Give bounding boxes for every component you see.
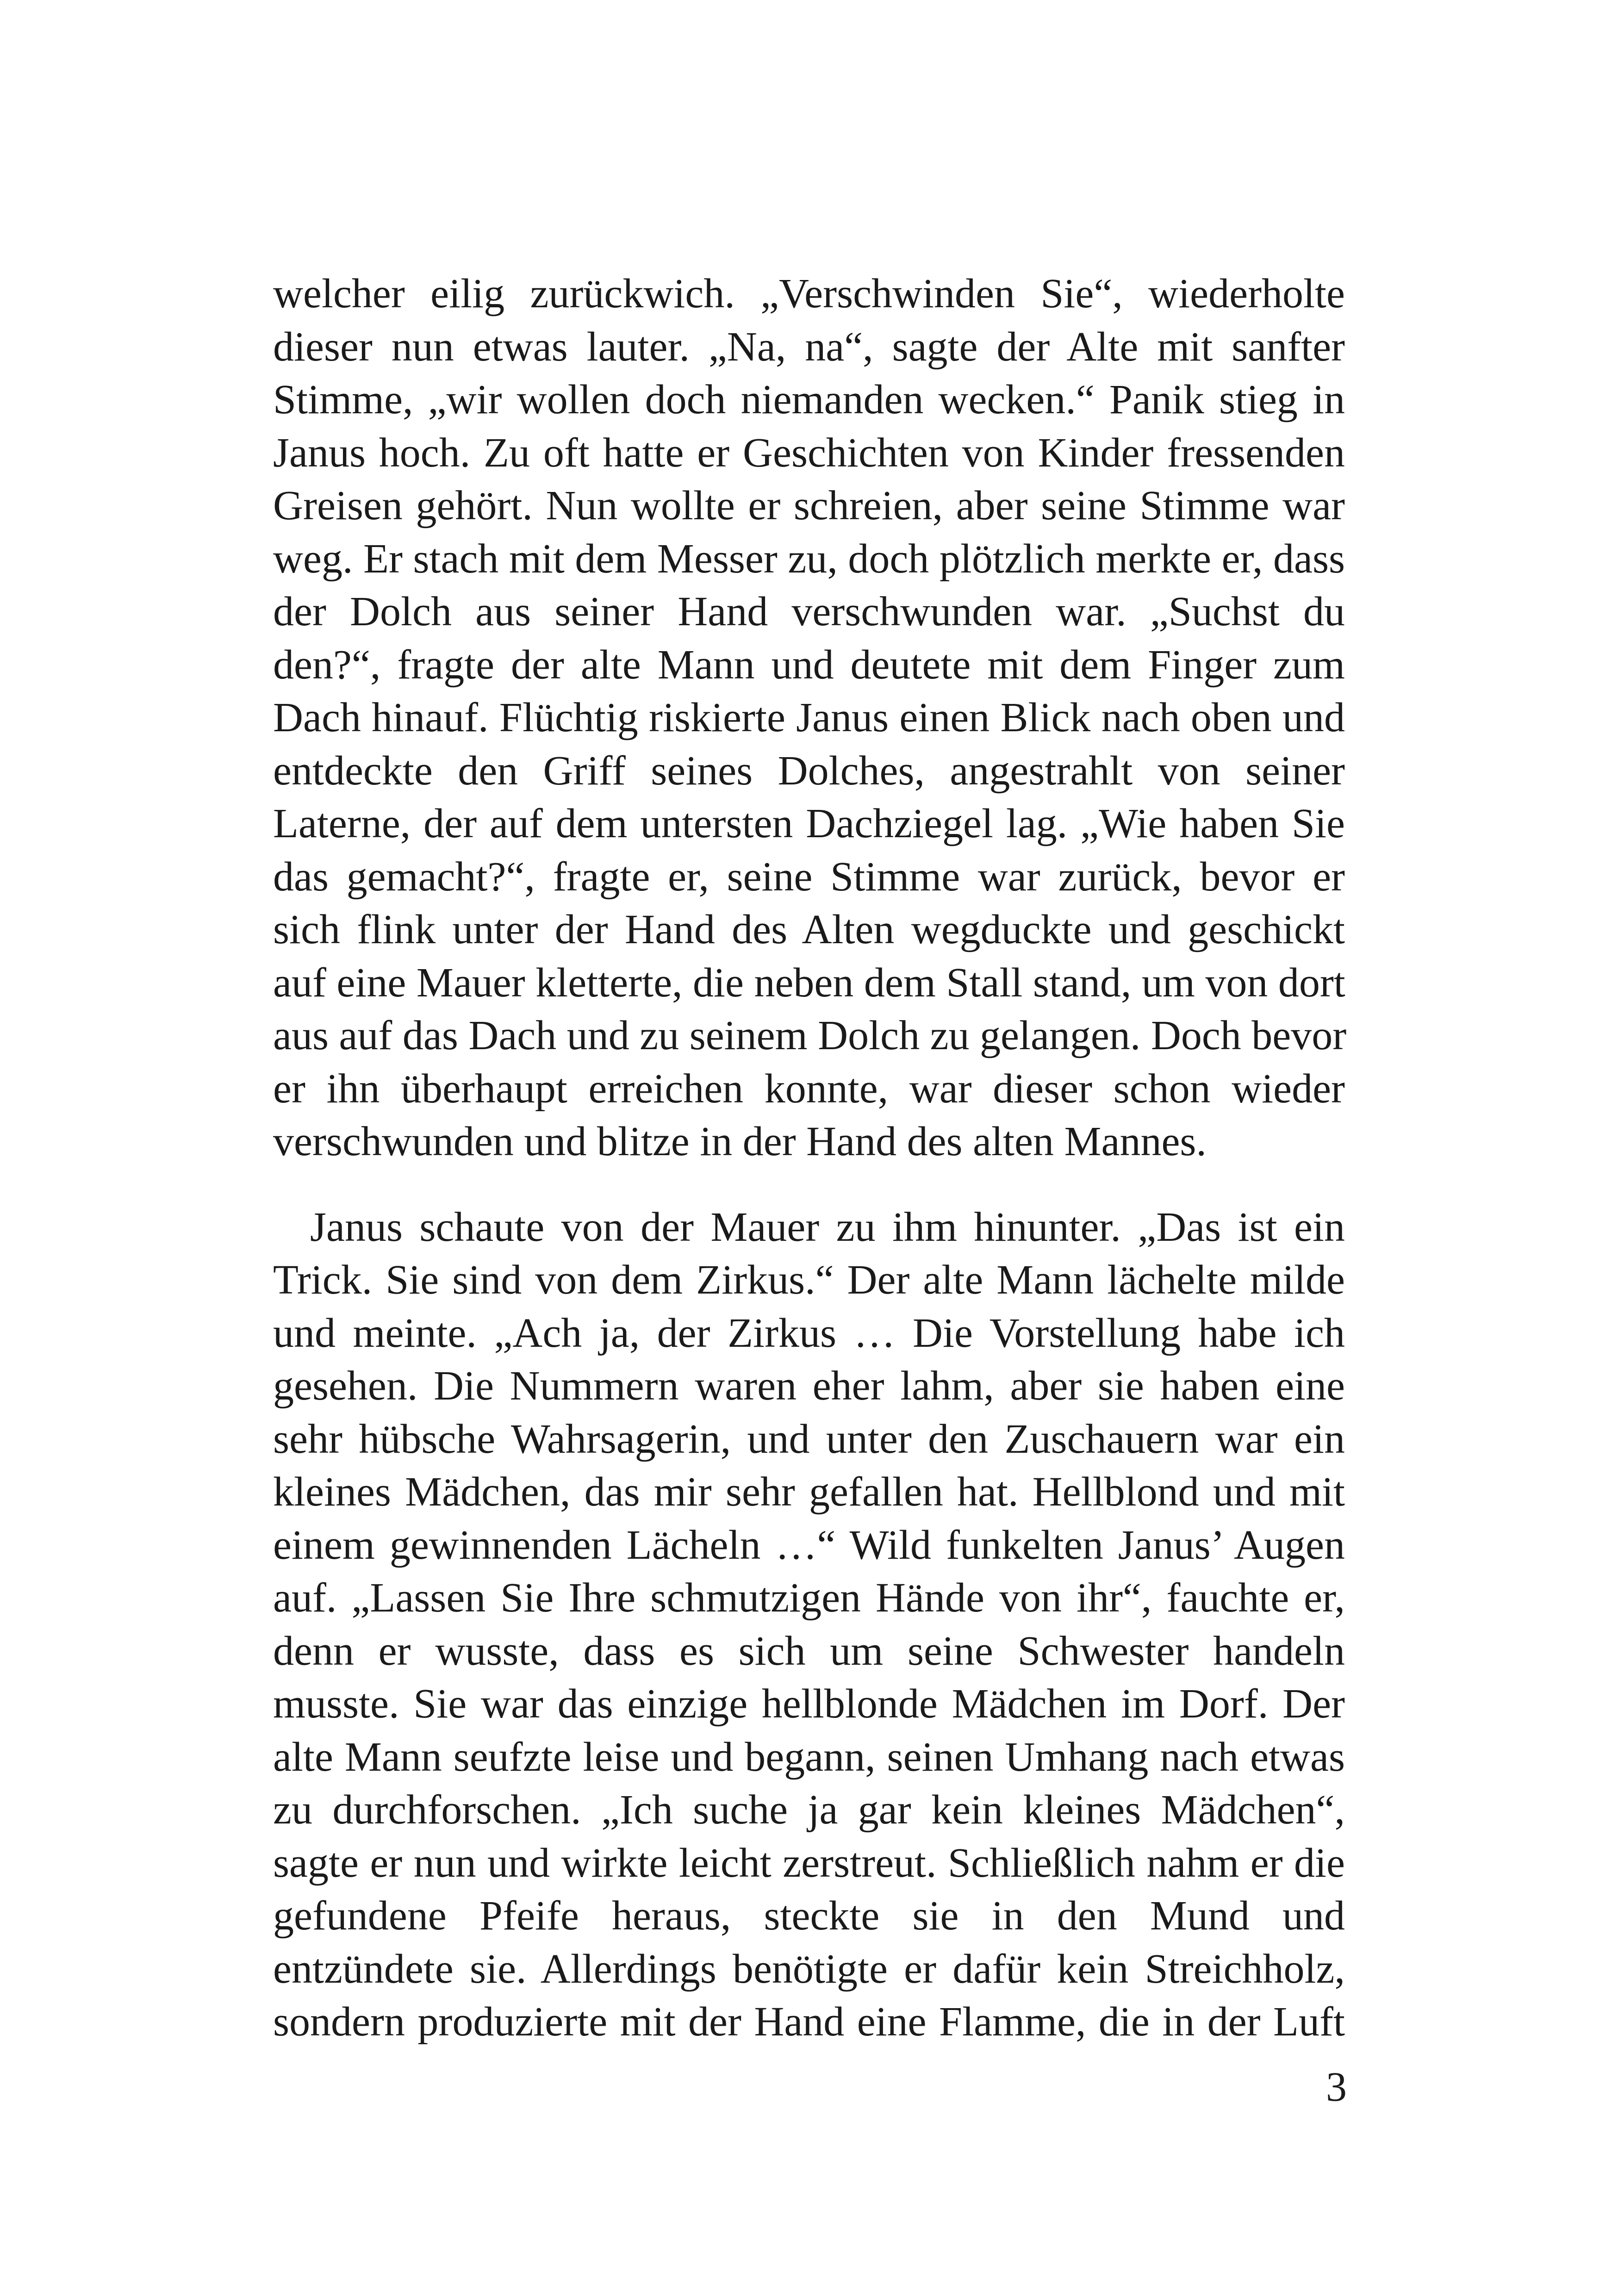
text-line: musste. Sie war das einzige hellblonde Mädchen im Dorf. Der [273, 1681, 1345, 1727]
text-line: entdeckte den Griff seines Dolches, angestrahlt von seiner [273, 747, 1345, 794]
text-line: denn er wusste, dass es sich um seine Schwester handeln [273, 1628, 1345, 1674]
text-line: welcher eilig zurückwich. „Verschwinden Sie“, wiederholte [273, 271, 1345, 317]
text-line: Stimme, „wir wollen doch niemanden wecken.“ Panik stieg in [273, 377, 1345, 423]
text-line: Janus schaute von der Mauer zu ihm hinunter. „Das ist ein [310, 1204, 1345, 1250]
text-line: aus auf das Dach und zu seinem Dolch zu gelangen. Doch bevor [273, 1013, 1347, 1058]
text-line: Janus hoch. Zu oft hatte er Geschichten von Kinder fressenden [273, 429, 1345, 476]
text-line: der Dolch aus seiner Hand verschwunden war. „Suchst du [273, 589, 1345, 635]
text-line: gesehen. Die Nummern waren eher lahm, aber sie haben eine [273, 1363, 1345, 1409]
text-line: weg. Er stach mit dem Messer zu, doch plötzlich merkte er, dass [273, 535, 1345, 582]
text-line: den?“, fragte der alte Mann und deutete mit dem Finger zum [273, 641, 1345, 688]
text-line: sagte er nun und wirkte leicht zerstreut. Schließlich nahm er die [273, 1840, 1345, 1886]
text-line: er ihn überhaupt erreichen konnte, war dieser schon wieder [273, 1065, 1345, 1112]
text-line: Trick. Sie sind von dem Zirkus.“ Der alte Mann lächelte milde [273, 1257, 1345, 1303]
text-line: Dach hinauf. Flüchtig riskierte Janus einen Blick nach oben und [273, 695, 1345, 740]
text-line: sich flink unter der Hand des Alten wegduckte und geschickt [273, 907, 1345, 952]
paragraph-1 [273, 268, 1345, 1169]
text-line: kleines Mädchen, das mir sehr gefallen hat. Hellblond und mit [273, 1469, 1345, 1515]
text-line: alte Mann seufzte leise und begann, seinen Umhang nach etwas [273, 1734, 1345, 1780]
page-number: 3 [1326, 2064, 1347, 2110]
paragraph-gap [273, 1169, 1345, 1201]
text-line: auf. „Lassen Sie Ihre schmutzigen Hände von ihr“, fauchte er, [273, 1575, 1345, 1621]
text-line: sehr hübsche Wahrsagerin, und unter den Zuschauern war ein [273, 1416, 1345, 1462]
text-line: zu durchforschen. „Ich suche ja gar kein kleines Mädchen“, [273, 1787, 1345, 1833]
text-line: sondern produzierte mit der Hand eine Flamme, die in der Luft [273, 1999, 1345, 2045]
text-line: auf eine Mauer kletterte, die neben dem Stall stand, um von dort [273, 959, 1345, 1006]
text-line: gefundene Pfeife heraus, steckte sie in den Mund und [273, 1893, 1345, 1939]
text-line: Greisen gehört. Nun wollte er schreien, aber seine Stimme war [273, 483, 1345, 529]
text-line: einem gewinnenden Lächeln …“ Wild funkelten Janus’ Augen [273, 1522, 1345, 1568]
text-line: dieser nun etwas lauter. „Na, na“, sagte der Alte mit sanfter [273, 324, 1345, 370]
text-line: und meinte. „Ach ja, der Zirkus … Die Vorstellung habe ich [273, 1310, 1345, 1356]
text-line: Laterne, der auf dem untersten Dachziegel lag. „Wie haben Sie [273, 801, 1345, 846]
paragraph-2 [273, 1201, 1345, 2049]
text-line: das gemacht?“, fragte er, seine Stimme war zurück, bevor er [273, 853, 1345, 900]
body-text [273, 268, 1345, 2049]
text-line: verschwunden und blitze in der Hand des alten Mannes. [273, 1119, 1207, 1164]
text-line: entzündete sie. Allerdings benötigte er dafür kein Streichholz, [273, 1946, 1345, 1992]
